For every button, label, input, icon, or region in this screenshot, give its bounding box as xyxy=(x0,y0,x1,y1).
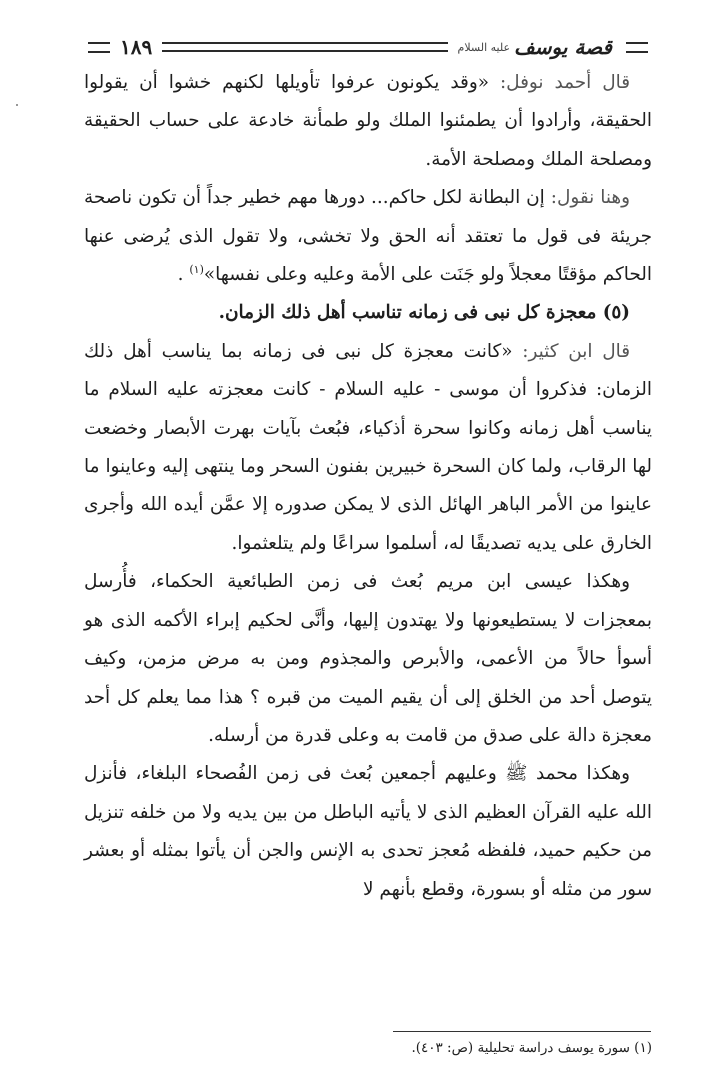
paragraph-text: «كانت معجزة كل نبى فى زمانه بما يناسب أهل ذلك الزمان: فذكروا أن موسى - عليه السلام - كانت معجزته عليه السلام ما يناسب أهل زمانه وكانوا سحرة أذكياء، فبُعث بآيات بهرت الأبصار وخضعت لها الرقاب، ولما كان السحرة خبيرين بفنون السحر وما ينتهى إليه وعاينوا ما عاينوا من الأمر الباهر الهائل الذى لا يمكن صدوره إلا عمَّن أيده الله وأجرى الخارق على يديه تصديقًا له، أسلموا سراعًا ولم يتلعثموا. xyxy=(84,340,652,554)
speaker-lead: وهنا نقول: xyxy=(550,187,631,209)
speaker-lead: قال أحمد نوفل: xyxy=(499,72,630,93)
page-number: ١٨٩ xyxy=(120,35,153,59)
paragraph-nawfal xyxy=(84,64,652,179)
paragraph-tail: . xyxy=(177,264,190,286)
header-rule xyxy=(162,42,447,52)
header-dash-right xyxy=(626,42,648,53)
running-title: قصة يوسف xyxy=(514,35,612,59)
honorific-glyph: عليه السلام xyxy=(457,40,511,54)
header-dash-left xyxy=(88,42,110,53)
scan-speck xyxy=(16,104,18,106)
paragraph-text: وهكذا محمد ﷺ وعليهم أجمعين بُعث فى زمن الفُصحاء البلغاء، فأنزل الله عليه القرآن العظيم الذى لا يأتيه الباطل من بين يديه ولا من خلفه تنزيل من حكيم حميد، فلفظه مُعجز تحدى به الإنس والجن أن يأتوا بمثله أو بعشر سور من مثله أو بسورة، وقطع بأنهم لا xyxy=(84,763,652,900)
page-body xyxy=(84,64,652,909)
footnote-rule xyxy=(393,1031,651,1032)
section-heading: (٥) معجزة كل نبى فى زمانه تناسب أهل ذلك الزمان. xyxy=(218,302,630,324)
paragraph-text: وهكذا عيسى ابن مريم بُعث فى زمن الطبائعية الحكماء، فأُرسل بمعجزات لا يستطيعونها ولا يهتدون إليها، وأنَّى لحكيم إبراء الأكمه الذى هو أسوأ حالاً من الأعمى، والأبرص والمجذوم ومن به مرض مزمن، وكيف يتوصل أحد من الخلق إلى أن يقيم الميت من قبره ؟ هذا مما يعلم كل أحد معجزة دالة على صدق من قامت به وعلى قدرة من أرسله. xyxy=(84,571,652,746)
paragraph-ibn-kathir xyxy=(84,333,652,563)
running-header xyxy=(88,30,648,64)
footnote-reference: (١) xyxy=(189,262,204,276)
footnote: (١) سورة يوسف دراسة تحليلية (ص: ٤٠٣). xyxy=(411,1040,652,1056)
paragraph-commentary xyxy=(84,179,652,294)
paragraph-isa xyxy=(84,563,652,755)
paragraph-muhammad xyxy=(84,755,652,909)
paragraph-text: «وقد يكونون عرفوا تأويلها لكنهم خشوا أن يقولوا الحقيقة، وأرادوا أن يطمئنوا الملك ولو طمأنة خادعة على حساب الحقيقة ومصلحة الملك ومصلحة الأمة. xyxy=(84,72,652,170)
speaker-lead: قال ابن كثير: xyxy=(522,340,631,362)
paragraph-text: إن البطانة لكل حاكم... دورها مهم خطير جداً أن تكون ناصحة جريئة فى قول ما تعتقد أنه الحق ولا تخشى، ولا تقول الذى يُرضى عنها الحاكم مؤقتًا معجلاً ولو جَنَت على الأمة وعليه وعلى نفسها» xyxy=(84,187,652,286)
